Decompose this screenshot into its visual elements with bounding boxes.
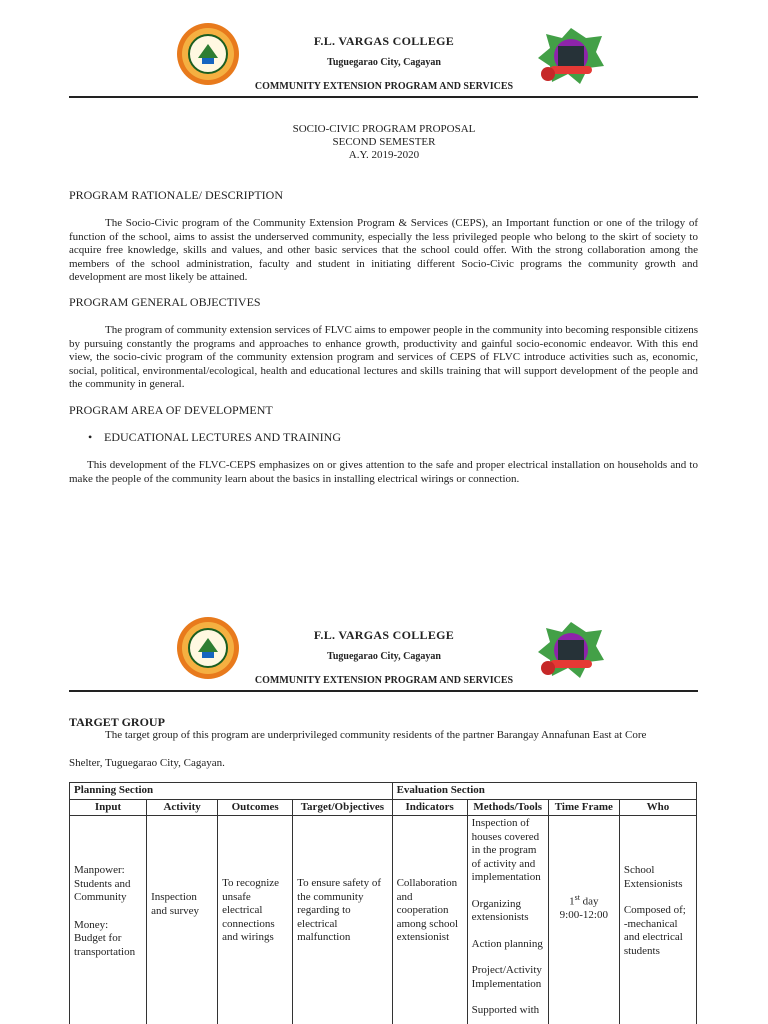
time-day-number: 1: [569, 895, 575, 908]
time-day: [553, 891, 615, 909]
college-city: Tuguegarao City, Cagayan: [327, 57, 441, 68]
rationale-text: The Socio-Civic program of the Community Extension Program & Services (CEPS), an Important function or one of the trilogy of function of the school, aims to assist the underserved community, especially the less privileged people who belong to the skirt of society to acquire free knowledge, skills and values, and other basic services that the school could offer. With the strong collaboration among the members of the school administration, faculty and student in initiating different Socio-Civic programs the community growth and development are most likely be attained.: [69, 217, 698, 283]
objectives-heading: PROGRAM GENERAL OBJECTIVES: [69, 295, 261, 309]
area-bullet-item: EDUCATIONAL LECTURES AND TRAINING: [104, 430, 341, 444]
college-logo-left-2: [176, 616, 240, 680]
proposal-title: SOCIO-CIVIC PROGRAM PROPOSAL: [292, 123, 476, 135]
input-money-value: Budget for transportation: [74, 932, 136, 958]
college-logo-left: [176, 22, 240, 86]
evaluation-section-header: Evaluation Section: [392, 783, 696, 800]
cell-target: [293, 816, 392, 1024]
header-divider-2: [69, 690, 698, 692]
activity-text: Inspection and survey: [151, 891, 200, 917]
header-divider: [69, 96, 698, 98]
target-text-line2: Shelter, Tuguegarao City, Cagayan.: [69, 757, 225, 769]
time-hours: 9:00-12:00: [559, 909, 608, 922]
method-2: Organizing extensionists: [471, 897, 529, 923]
cell-indicators: [392, 816, 467, 1024]
college-name-2: F.L. VARGAS COLLEGE: [313, 628, 455, 642]
input-manpower-value: Students and Community: [74, 877, 131, 903]
col-header-outcomes: Outcomes: [218, 799, 293, 816]
target-objective-text: To ensure safety of the community regarding to electrical malfunction: [297, 877, 382, 943]
table-row: [70, 816, 697, 1024]
col-header-activity: Activity: [147, 799, 218, 816]
input-manpower-label: Manpower:: [74, 864, 125, 876]
col-header-indicators: Indicators: [392, 799, 467, 816]
proposal-year: A.Y. 2019-2020: [348, 149, 420, 161]
area-bullet-dot: •: [88, 430, 93, 444]
department-name-2: COMMUNITY EXTENSION PROGRAM AND SERVICES: [254, 675, 514, 686]
who-line-1: School Extensionists: [623, 864, 683, 890]
input-money-label: Money:: [74, 918, 109, 931]
college-name: F.L. VARGAS COLLEGE: [313, 34, 455, 48]
who-line-2: Composed of; -mechanical and electrical students: [623, 904, 686, 957]
method-3: Action planning: [471, 937, 543, 950]
outcomes-text: To recognize unsafe electrical connections and wirings: [222, 877, 280, 943]
proposal-semester: SECOND SEMESTER: [332, 136, 436, 148]
college-city-2: Tuguegarao City, Cagayan: [327, 651, 441, 662]
col-header-time-frame: Time Frame: [548, 799, 619, 816]
cell-activity: [147, 816, 218, 1024]
area-text: This development of the FLVC-CEPS emphasizes on or gives attention to the safe and proper electrical installation on households and to make the people of the community learn about the basics in installing electrical wirings or connection.: [69, 459, 698, 485]
time-day-word: day: [579, 895, 599, 908]
program-table-wrap: [69, 782, 699, 1024]
col-header-input: Input: [70, 799, 147, 816]
cell-who: [619, 816, 696, 1024]
cell-input: [70, 816, 147, 1024]
department-name: COMMUNITY EXTENSION PROGRAM AND SERVICES: [254, 81, 514, 92]
engineering-logo-right: [536, 26, 606, 88]
area-heading: PROGRAM AREA OF DEVELOPMENT: [69, 403, 273, 417]
rationale-heading: PROGRAM RATIONALE/ DESCRIPTION: [69, 188, 284, 202]
col-header-target: Target/Objectives: [293, 799, 392, 816]
col-header-methods: Methods/Tools: [467, 799, 548, 816]
time-day-suffix: st: [574, 893, 580, 902]
indicators-text: Collaboration and cooperation among school extensionist: [396, 877, 459, 943]
cell-outcomes: [218, 816, 293, 1024]
target-heading: TARGET GROUP: [69, 715, 165, 729]
engineering-logo-right-2: [536, 620, 606, 682]
cell-methods: [467, 816, 548, 1024]
target-text-line1: The target group of this program are underprivileged community residents of the partner Barangay Annafunan East at Core: [105, 729, 647, 741]
cell-time-frame: [548, 816, 619, 1024]
program-table: [69, 782, 697, 1024]
col-header-who: Who: [619, 799, 696, 816]
objectives-text: The program of community extension services of FLVC aims to empower people in the community into becoming responsible citizens by pursuing constantly the programs and approaches to enhance growth, productivity and gainful socio-economic endeavor. With this end view, the socio-civic program of the community extension program and services of CEPS of FLVC introduce activities such as, economic, social, political, environmental/ecological, health and educational lectures and skills training that will support development of the people and the community in general.: [69, 324, 698, 390]
method-5: Supported with: [471, 1004, 540, 1016]
method-1: Inspection of houses covered in the program of activity and implementation: [471, 817, 541, 883]
planning-section-header: Planning Section: [70, 783, 393, 800]
method-4: Project/Activity Implementation: [471, 964, 542, 990]
